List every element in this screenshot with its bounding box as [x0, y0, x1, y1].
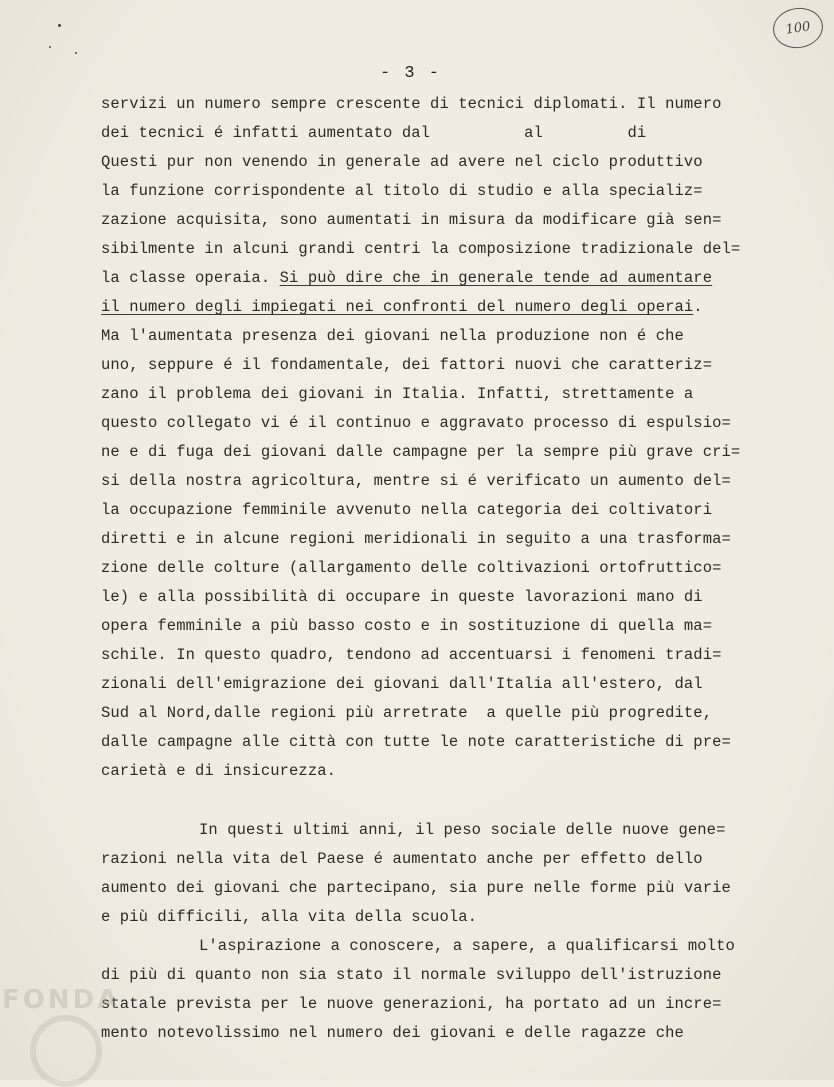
text-line: questo collegato vi é il continuo e aggravato processo di espulsio=	[101, 414, 731, 432]
text-line: la occupazione femminile avvenuto nella categoria dei coltivatori	[101, 501, 713, 519]
underlined-text: Si può dire che in generale tende ad aumentare	[279, 269, 713, 287]
text-line: zione delle colture (allargamento delle coltivazioni ortofruttico=	[101, 559, 722, 577]
text-line: L'aspirazione a conoscere, a sapere, a qualificarsi molto	[199, 937, 735, 955]
text-line: opera femminile a più basso costo e in sostituzione di quella ma=	[101, 617, 713, 635]
text-line: Questi pur non venendo in generale ad avere nel ciclo produttivo	[101, 153, 703, 171]
text-line: dalle campagne alle città con tutte le note caratteristiche di pre=	[101, 733, 731, 751]
text-line: statale prevista per le nuove generazioni, ha portato ad un incre=	[101, 995, 722, 1013]
archive-watermark: FONDA	[2, 985, 121, 1015]
text-segment: la classe operaia.	[101, 269, 271, 287]
text-line: Ma l'aumentata presenza dei giovani nella produzione non é che	[101, 327, 684, 345]
text-line: In questi ultimi anni, il peso sociale delle nuove gene=	[199, 821, 726, 839]
text-line: di più di quanto non sia stato il normale sviluppo dell'istruzione	[101, 966, 722, 984]
ink-speck	[49, 46, 51, 48]
text-line: uno, seppure é il fondamentale, dei fattori nuovi che caratteriz=	[101, 356, 713, 374]
text-line: diretti e in alcune regioni meridionali in seguito a una trasforma=	[101, 530, 731, 548]
text-line: si della nostra agricoltura, mentre si é verificato un aumento del=	[101, 472, 731, 490]
text-line	[101, 264, 801, 293]
text-line: e più difficili, alla vita della scuola.	[101, 908, 478, 926]
text-line: le) e alla possibilità di occupare in queste lavorazioni mano di	[101, 588, 703, 606]
text-line: razioni nella vita del Paese é aumentato anche per effetto dello	[101, 850, 703, 868]
text-line: ne e di fuga dei giovani dalle campagne per la sempre più grave cri=	[101, 443, 741, 461]
text-line: sibilmente in alcuni grandi centri la composizione tradizionale del=	[101, 240, 741, 258]
text-line	[101, 293, 801, 322]
typed-text-body	[101, 90, 801, 1048]
text-line: zazione acquisita, sono aumentati in misura da modificare già sen=	[101, 211, 722, 229]
text-line: mento notevolissimo nel numero dei giovani e delle ragazze che	[101, 1024, 684, 1042]
text-line: Sud al Nord,dalle regioni più arretrate a quelle più progredite,	[101, 704, 713, 722]
paragraph-gap	[101, 786, 801, 816]
ink-speck	[75, 52, 77, 54]
text-line: dei tecnici é infatti aumentato dal al di	[101, 124, 647, 142]
archive-stamp-text: 100	[784, 18, 812, 38]
text-line: carietà e di insicurezza.	[101, 762, 337, 780]
text-line: la funzione corrispondente al titolo di studio e alla specializ=	[101, 182, 703, 200]
ink-speck	[58, 24, 61, 27]
text-line: schile. In questo quadro, tendono ad accentuarsi i fenomeni tradi=	[101, 646, 722, 664]
text-segment: .	[693, 298, 703, 316]
text-line: zionali dell'emigrazione dei giovani dall'Italia all'estero, dal	[101, 675, 703, 693]
underlined-text: il numero degli impiegati nei confronti del numero degli operai	[101, 298, 694, 316]
watermark-logo-icon	[30, 1015, 102, 1087]
page-number: - 3 -	[380, 64, 442, 83]
text-line: zano il problema dei giovani in Italia. Infatti, strettamente a	[101, 385, 694, 403]
archive-stamp	[770, 5, 825, 52]
text-line: aumento dei giovani che partecipano, sia pure nelle forme più varie	[101, 879, 731, 897]
text-line: servizi un numero sempre crescente di tecnici diplomati. Il numero	[101, 95, 722, 113]
